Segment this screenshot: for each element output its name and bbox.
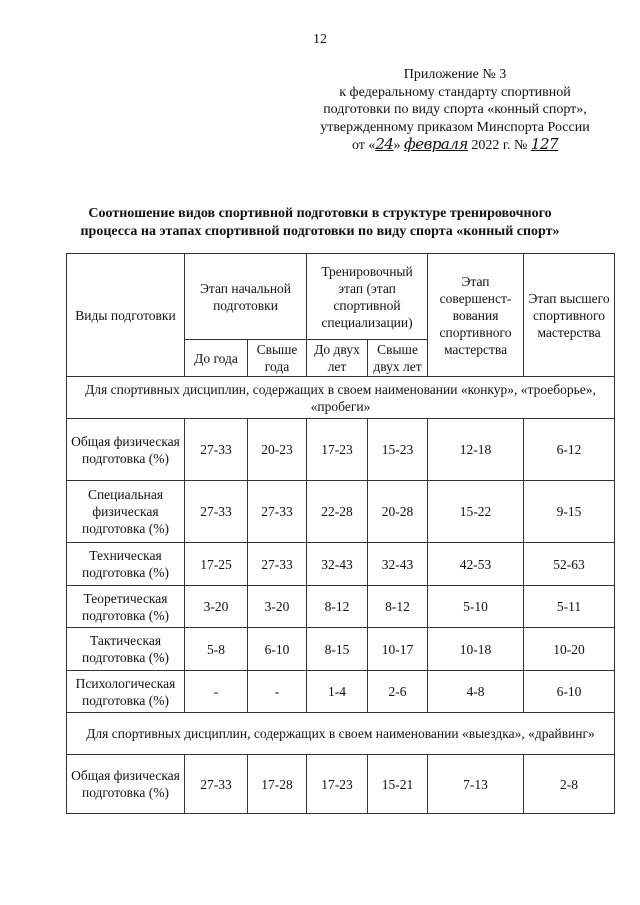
table-row (67, 419, 615, 481)
handwritten-order-number: 127 (530, 135, 559, 153)
row-label: Общая физическая подготовка (%) (67, 419, 185, 481)
appendix-line-4: утвержденному приказом Минспорта России (320, 119, 590, 135)
table-row (67, 543, 615, 586)
cell-value: 10-18 (428, 628, 524, 671)
appendix-date-line (300, 136, 610, 155)
subheader-up-to-two-years: До двух лет (307, 340, 368, 377)
table-row (67, 628, 615, 671)
cell-value: 17-25 (185, 543, 248, 586)
cell-value: 15-23 (368, 419, 428, 481)
cell-value: 5-10 (428, 586, 524, 628)
appendix-line-1: Приложение № 3 (403, 67, 507, 82)
header-higher-stage: Этап высшего спортивного мастерства (524, 254, 615, 377)
cell-value: 8-12 (368, 586, 428, 628)
cell-value: 5-8 (185, 628, 248, 671)
header-types: Виды подготовки (67, 254, 185, 377)
cell-value: 6-12 (524, 419, 615, 481)
date-mid: » (393, 138, 401, 153)
row-label: Общая физическая подготовка (%) (67, 755, 185, 814)
appendix-header (300, 66, 610, 155)
row-label: Психологическая подготовка (%) (67, 671, 185, 713)
subheader-over-two-years: Свыше двух лет (368, 340, 428, 377)
cell-value: 6-10 (524, 671, 615, 713)
cell-value: 2-6 (368, 671, 428, 713)
table-row (67, 671, 615, 713)
section-heading-dressage: Для спортивных дисциплин, содержащих в своем наименовании «выездка», «драйвинг» (67, 713, 615, 755)
cell-value: 27-33 (185, 481, 248, 543)
cell-value: 27-33 (248, 481, 307, 543)
row-label: Специальная физическая подготовка (%) (67, 481, 185, 543)
cell-value: 20-23 (248, 419, 307, 481)
cell-value: 32-43 (368, 543, 428, 586)
cell-value: 17-28 (248, 755, 307, 814)
training-ratio-table (66, 253, 615, 814)
cell-value: 7-13 (428, 755, 524, 814)
cell-value: 8-15 (307, 628, 368, 671)
header-initial-stage: Этап начальной подготовки (185, 254, 307, 340)
page-number: 12 (313, 32, 327, 47)
table-row (67, 586, 615, 628)
subheader-over-year: Свыше года (248, 340, 307, 377)
cell-value: 17-23 (307, 755, 368, 814)
cell-value: 1-4 (307, 671, 368, 713)
cell-value: 9-15 (524, 481, 615, 543)
cell-value: 17-23 (307, 419, 368, 481)
cell-value: 27-33 (185, 755, 248, 814)
cell-value: - (248, 671, 307, 713)
title-line-1: Соотношение видов спортивной подготовки в структуре тренировочного (88, 206, 552, 221)
cell-value: 5-11 (524, 586, 615, 628)
table-row (67, 481, 615, 543)
cell-value: 42-53 (428, 543, 524, 586)
table-row (67, 755, 615, 814)
date-year: 2022 г. № (467, 138, 531, 153)
row-label: Техническая подготовка (%) (67, 543, 185, 586)
cell-value: 32-43 (307, 543, 368, 586)
cell-value: 8-12 (307, 586, 368, 628)
cell-value: 4-8 (428, 671, 524, 713)
cell-value: 3-20 (185, 586, 248, 628)
subheader-up-to-year: До года (185, 340, 248, 377)
cell-value: 20-28 (368, 481, 428, 543)
cell-value: 12-18 (428, 419, 524, 481)
cell-value: 6-10 (248, 628, 307, 671)
date-prefix: от « (351, 138, 376, 153)
cell-value: 15-21 (368, 755, 428, 814)
appendix-line-2: к федеральному стандарту спортивной (339, 84, 571, 100)
header-improvement-stage: Этап совершенст- вования спортивного мастерства (428, 254, 524, 377)
handwritten-month: февраля (403, 135, 468, 153)
cell-value: 27-33 (248, 543, 307, 586)
handwritten-day: 24 (375, 135, 394, 153)
header-training-stage: Тренировочный этап (этап спортивной специализации) (307, 254, 428, 340)
appendix-line-3: подготовки по виду спорта «конный спорт», (323, 102, 587, 117)
cell-value: 10-20 (524, 628, 615, 671)
row-label: Тактическая подготовка (%) (67, 628, 185, 671)
cell-value: - (185, 671, 248, 713)
cell-value: 27-33 (185, 419, 248, 481)
section-heading-show-jumping: Для спортивных дисциплин, содержащих в своем наименовании «конкур», «троеборье», «пробеги» (67, 377, 615, 419)
row-label: Теоретическая подготовка (%) (67, 586, 185, 628)
title-line-2: процесса на этапах спортивной подготовки по виду спорта «конный спорт» (80, 224, 560, 239)
cell-value: 10-17 (368, 628, 428, 671)
cell-value: 3-20 (248, 586, 307, 628)
cell-value: 52-63 (524, 543, 615, 586)
cell-value: 15-22 (428, 481, 524, 543)
cell-value: 22-28 (307, 481, 368, 543)
cell-value: 2-8 (524, 755, 615, 814)
document-title (60, 205, 580, 241)
